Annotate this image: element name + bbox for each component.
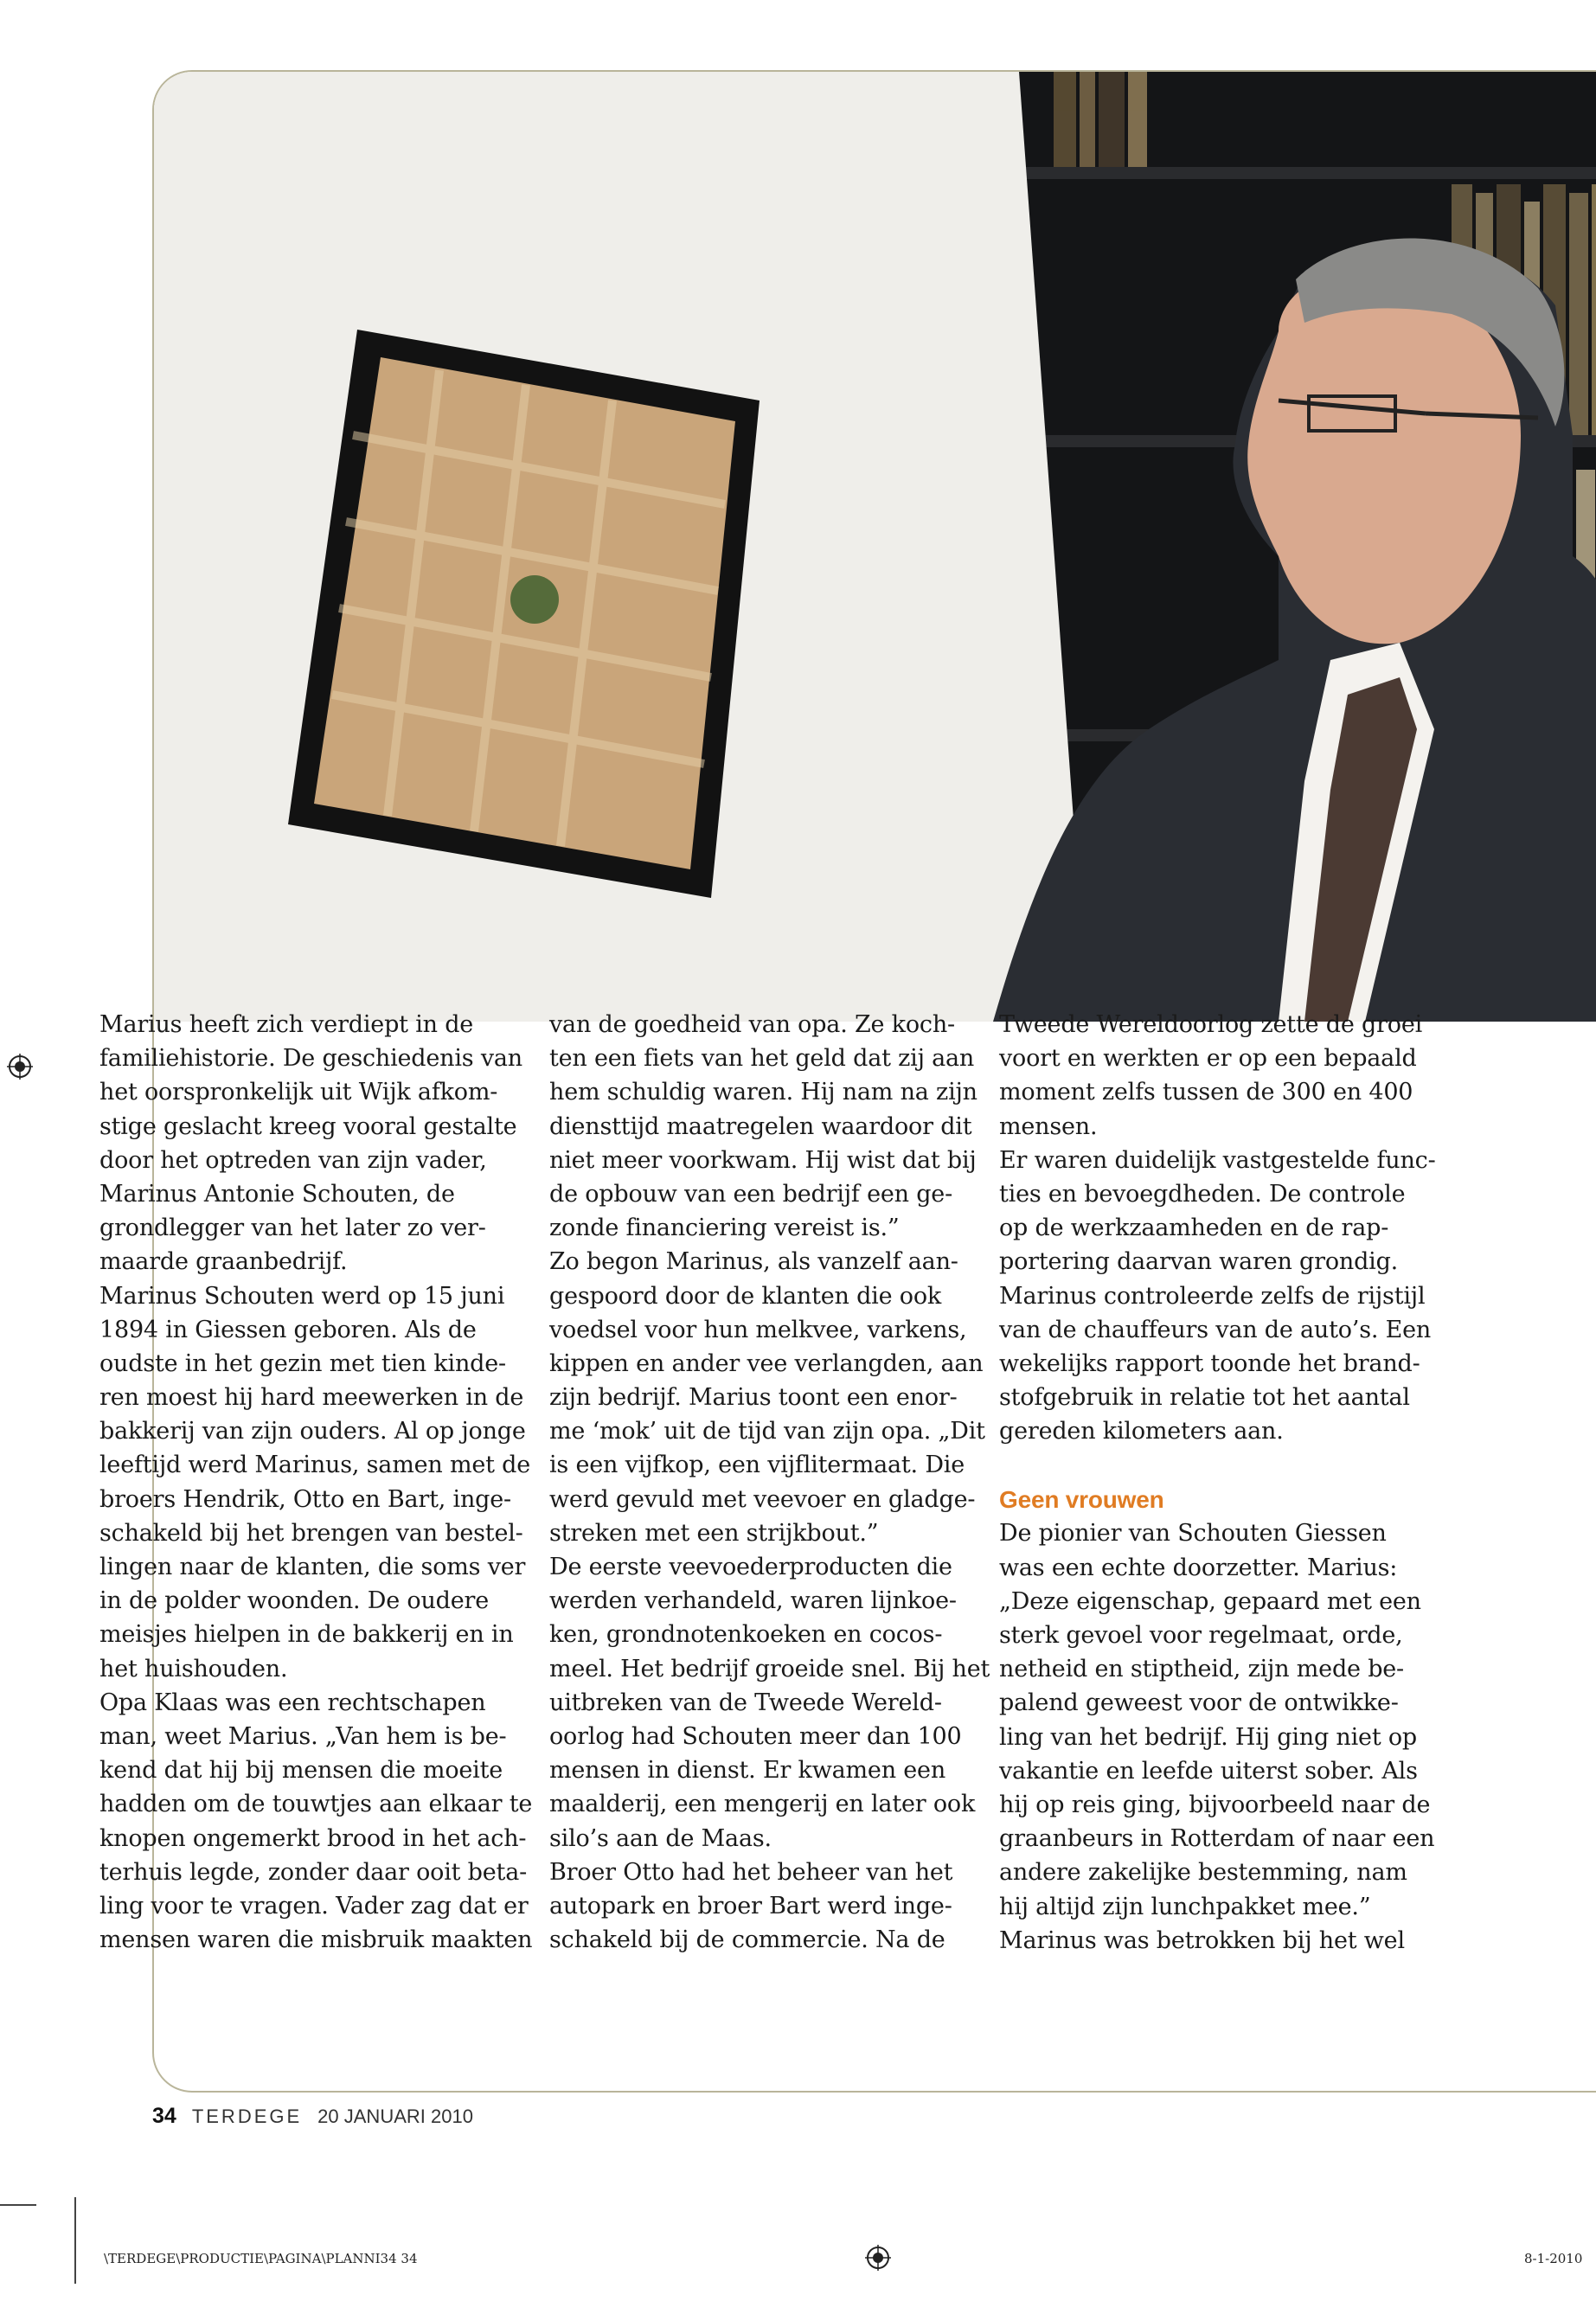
text-line: van de chauffeurs van de auto’s. Een <box>999 1316 1432 1343</box>
text-line: grondlegger van het later zo ver- <box>99 1215 486 1242</box>
text-line: uitbreken van de Tweede Wereld- <box>549 1689 942 1716</box>
text-line: Er waren duidelijk vastgestelde func- <box>999 1146 1436 1174</box>
text-line: stige geslacht kreeg vooral gestalte <box>99 1112 517 1140</box>
text-line: hij op reis ging, bijvoorbeeld naar de <box>999 1791 1431 1818</box>
text-line: terhuis legde, zonder daar ooit beta- <box>99 1858 528 1886</box>
text-line: ling voor te vragen. Vader zag dat er <box>99 1892 529 1920</box>
text-line: Tweede Wereldoorlog zette de groei <box>999 1011 1423 1038</box>
text-line: broers Hendrik, Otto en Bart, inge- <box>99 1485 511 1513</box>
production-date: 8-1-2010 <box>1524 2251 1583 2266</box>
text-line: schakeld bij de commercie. Na de <box>549 1926 945 1954</box>
page-number: 34 <box>152 2104 176 2128</box>
paragraph-gap <box>999 1448 1432 1483</box>
text-line: man, weet Marius. „Van hem is be- <box>99 1722 507 1750</box>
issue-date: 20 JANUARI 2010 <box>317 2106 473 2127</box>
text-line: kend dat hij bij mensen die moeite <box>99 1757 503 1785</box>
text-line: zonde financiering vereist is.” <box>549 1215 900 1242</box>
page-footer <box>152 2104 473 2129</box>
text-line: andere zakelijke bestemming, nam <box>999 1859 1407 1887</box>
text-line: gereden kilometers aan. <box>999 1418 1284 1445</box>
text-line: Broer Otto had het beheer van het <box>549 1858 953 1886</box>
text-line: Zo begon Marinus, als vanzelf aan- <box>549 1248 958 1276</box>
text-line: sterk gevoel voor regelmaat, orde, <box>999 1622 1403 1649</box>
text-line: kippen en ander vee verlangden, aan <box>549 1349 984 1377</box>
subheading: Geen vrouwen <box>999 1486 1164 1514</box>
text-line: in de polder woonden. De oudere <box>99 1587 490 1615</box>
text-line: niet meer voorkwam. Hij wist dat bij <box>549 1146 977 1174</box>
text-line: hadden om de touwtjes aan elkaar te <box>99 1791 533 1818</box>
text-line: silo’s aan de Maas. <box>549 1824 772 1852</box>
photo-illustration <box>154 72 1596 1022</box>
text-line: is een vijfkop, een vijflitermaat. Die <box>549 1452 965 1479</box>
text-line: Marinus Antonie Schouten, de <box>99 1180 455 1208</box>
text-line: meisjes hielpen in de bakkerij en in <box>99 1621 514 1649</box>
text-line: Marius heeft zich verdiept in de <box>99 1011 474 1038</box>
production-slug: \TERDEGE\PRODUCTIE\PAGINA\PLANNI34 34 <box>104 2251 418 2266</box>
text-line: voedsel voor hun melkvee, varkens, <box>549 1316 967 1343</box>
crop-mark <box>74 2197 76 2284</box>
text-line: zijn bedrijf. Marius toont een enor- <box>549 1384 958 1412</box>
column-2 <box>549 1008 990 1957</box>
text-line: door het optreden van zijn vader, <box>99 1146 487 1174</box>
text-line: bakkerij van zijn ouders. Al op jonge <box>99 1418 526 1445</box>
registration-mark-icon <box>865 2245 891 2271</box>
text-line: oudste in het gezin met tien kinde- <box>99 1349 506 1377</box>
text-line: streken met een strijkbout.” <box>549 1519 879 1547</box>
crop-mark <box>0 2204 36 2206</box>
column-3-bottom <box>999 1516 1435 1957</box>
magazine-name: TERDEGE <box>191 2106 303 2127</box>
text-line: het oorspronkelijk uit Wijk afkom- <box>99 1079 498 1106</box>
column-3-top <box>999 1008 1436 1448</box>
text-line: vakantie en leefde uiterst sober. Als <box>999 1757 1418 1785</box>
text-line: diensttijd maatregelen waardoor dit <box>549 1112 972 1140</box>
text-line: De eerste veevoederproducten die <box>549 1554 952 1580</box>
text-line: De pionier van Schouten Giessen <box>999 1520 1387 1548</box>
text-line: mensen in dienst. Er kwamen een <box>549 1757 946 1785</box>
text-line: portering daarvan waren grondig. <box>999 1248 1399 1276</box>
text-line: ling van het bedrijf. Hij ging niet op <box>999 1723 1417 1751</box>
column-3 <box>999 1008 1436 1958</box>
text-line: stofgebruik in relatie tot het aantal <box>999 1384 1410 1412</box>
text-line: autopark en broer Bart werd inge- <box>549 1892 952 1920</box>
text-line: 1894 in Giessen geboren. Als de <box>99 1316 477 1343</box>
text-line: graanbeurs in Rotterdam of naar een <box>999 1825 1435 1853</box>
text-line: palend geweest voor de ontwikke- <box>999 1689 1399 1717</box>
text-line: ren moest hij hard meewerken in de <box>99 1384 524 1412</box>
text-line: moment zelfs tussen de 300 en 400 <box>999 1079 1413 1106</box>
text-line: maarde graanbedrijf. <box>99 1248 348 1276</box>
text-line: schakeld bij het brengen van bestel- <box>99 1519 523 1547</box>
text-line: ken, grondnotenkoeken en cocos- <box>549 1621 943 1649</box>
text-line: lingen naar de klanten, die soms ver <box>99 1554 526 1580</box>
text-line: mensen waren die misbruik maakten <box>99 1926 533 1954</box>
text-line: van de goedheid van opa. Ze koch- <box>549 1011 955 1038</box>
text-line: me ‘mok’ uit de tijd van zijn opa. „Dit <box>549 1418 985 1445</box>
text-line: werd gevuld met veevoer en gladge- <box>549 1485 976 1513</box>
text-line: Marinus controleerde zelfs de rijstijl <box>999 1282 1426 1310</box>
text-line: oorlog had Schouten meer dan 100 <box>549 1722 962 1750</box>
column-1 <box>99 1008 532 1957</box>
text-line: Opa Klaas was een rechtschapen <box>99 1689 486 1716</box>
text-line: mensen. <box>999 1112 1098 1140</box>
text-line: Marinus was betrokken bij het wel <box>999 1926 1405 1954</box>
text-line: knopen ongemerkt brood in het ach- <box>99 1824 527 1852</box>
text-line: gespoord door de klanten die ook <box>549 1282 942 1310</box>
text-line: Marinus Schouten werd op 15 juni <box>99 1282 505 1310</box>
text-line: werden verhandeld, waren lijnkoe- <box>549 1587 957 1615</box>
text-line: hij altijd zijn lunchpakket mee.” <box>999 1893 1371 1920</box>
text-line: was een echte doorzetter. Marius: <box>999 1554 1398 1581</box>
text-line: ten een fiets van het geld dat zij aan <box>549 1045 975 1073</box>
text-line: ties en bevoegdheden. De controle <box>999 1180 1406 1208</box>
text-line: voort en werkten er op een bepaald <box>999 1045 1417 1073</box>
text-line: het huishouden. <box>99 1655 288 1682</box>
text-line: op de werkzaamheden en de rap- <box>999 1215 1389 1242</box>
text-line: de opbouw van een bedrijf een ge- <box>549 1180 953 1208</box>
text-line: maalderij, een mengerij en later ook <box>549 1791 976 1818</box>
text-line: netheid en stiptheid, zijn mede be- <box>999 1656 1404 1683</box>
text-line: hem schuldig waren. Hij nam na zijn <box>549 1079 977 1106</box>
registration-mark-icon <box>7 1054 33 1080</box>
text-line: leeftijd werd Marinus, samen met de <box>99 1452 531 1479</box>
text-line: familiehistorie. De geschiedenis van <box>99 1045 522 1073</box>
text-line: meel. Het bedrijf groeide snel. Bij het <box>549 1655 990 1682</box>
article-photo <box>154 72 1596 1022</box>
text-line: wekelijks rapport toonde het brand- <box>999 1349 1420 1377</box>
text-line: „Deze eigenschap, gepaard met een <box>999 1587 1421 1615</box>
